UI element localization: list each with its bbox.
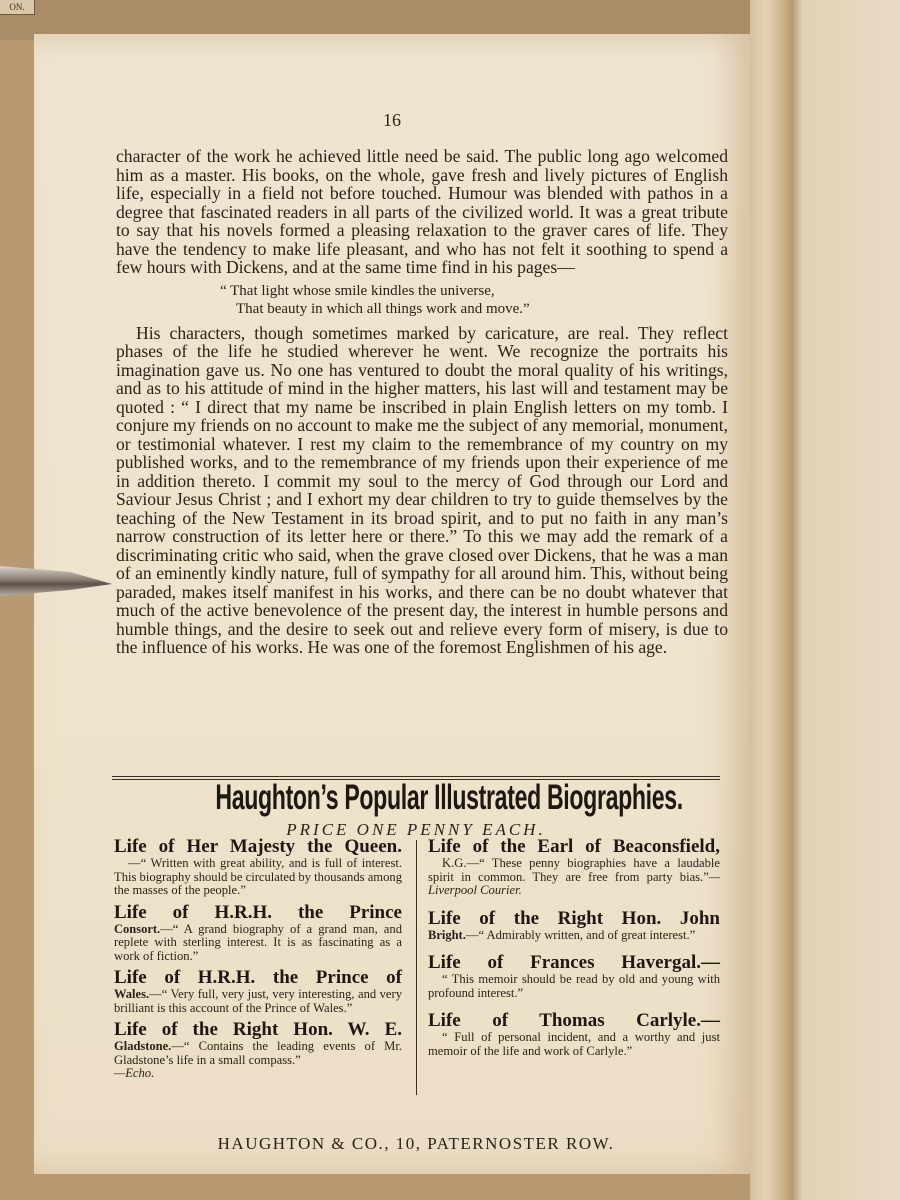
listing-title: Life of Thomas Carlyle.— bbox=[428, 1010, 720, 1031]
listing-source: —Liverpool Courier. bbox=[428, 869, 720, 897]
listing-description: Gladstone.—“ Contains the leading events of Mr. Gladstone’s life in a small compass.” —Echo. bbox=[114, 1039, 402, 1080]
verse-quote bbox=[116, 282, 728, 318]
listing-entry bbox=[428, 1010, 720, 1058]
quote-line-2: That beauty in which all things work and move.” bbox=[236, 300, 530, 317]
listing-description: “ Full of personal incident, and a worthy and just memoir of the life and work of Carlyle.” bbox=[428, 1030, 720, 1058]
metal-pointer-icon bbox=[0, 560, 112, 600]
paragraph-2: His characters, though sometimes marked by caricature, are real. They reflect phases of the life he studied wherever he went. We recognize the portraits his imagination gave us. No one has ventured to doubt the moral quality of his writings, and as to his attitude of mind in the higher matters, his last will and testament may be quoted : “ I direct that my name be inscribed in plain English letters on my tomb. I conjure my friends on no account to make me the subject of any memorial, monument, or testimonial whatever. I rest my claim to the remembrance of my country on my published works, and to the remembrance of my friends upon their experience of me in addition thereto. I commit my soul to the mercy of God through our Lord and Saviour Jesus Christ ; and I exhort my dear children to try to guide themselves by the teaching of the New Testament in its broad spirit, and to put no faith in any man’s narrow construction of its letter here or there.” To this we may add the remark of a discriminating critic who said, when the grave closed over Dickens, that he was a man of an eminently kindly nature, full of sympathy for all around him. This, without being paraded, makes itself manifest in his works, and there can be no doubt whatever that much of the active benevolence of the present day, the interest in humble persons and humble things, and the desire to seek out and relieve every form of misery, is due to the influence of his works. He was one of the foremost Englishmen of his age. bbox=[116, 322, 728, 657]
advert-subtitle: PRICE ONE PENNY EACH. bbox=[286, 820, 546, 839]
paragraph-1: character of the work he achieved little need be said. The public long ago welcomed him as a master. His books, on the whole, gave fresh and lively pictures of English life, especially in a field not before touched. Humour was blended with pathos in a degree that fascinated readers in all parts of the civilized world. It was a great tribute to say that his novels formed a pleasing relaxation to the graver cares of life. They have the tendency to make life pleasant, and who has not felt it soothing to spend a few hours with Dickens, and at the same time find in his pages— bbox=[116, 146, 728, 277]
listing-entry bbox=[114, 902, 402, 964]
listing-title: Life of H.R.H. the Prince of bbox=[114, 967, 402, 988]
listing-description: Bright.—“ Admirably written, and of great interest.” bbox=[428, 927, 696, 942]
divider-rule bbox=[112, 776, 720, 777]
book-page bbox=[34, 34, 750, 1174]
advert-listings bbox=[114, 836, 724, 1106]
listing-entry bbox=[114, 967, 402, 1015]
column-divider bbox=[416, 840, 417, 1095]
listing-description: K.G.—“ These penny biographies have a laudable spirit in common. They are free from party bias.”—Liverpool Courier. bbox=[428, 856, 720, 897]
corner-label: ON. bbox=[0, 0, 35, 15]
advert-column-right bbox=[428, 836, 720, 1062]
quote-line-1: “ That light whose smile kindles the universe, bbox=[220, 282, 495, 299]
listing-title: Life of the Right Hon. John bbox=[428, 907, 720, 929]
listing-title: Life of H.R.H. the Prince bbox=[114, 901, 402, 923]
listing-title: Life of Frances Havergal.— bbox=[428, 952, 720, 973]
body-text bbox=[116, 147, 728, 657]
advert-column-left bbox=[114, 836, 402, 1085]
listing-entry bbox=[428, 952, 720, 1000]
listing-title: Life of the Earl of Beaconsfield, bbox=[428, 836, 720, 857]
advert-footer: HAUGHTON & CO., 10, PATERNOSTER ROW. bbox=[217, 1134, 615, 1153]
listing-entry bbox=[428, 836, 720, 898]
listing-description: —“ Written with great ability, and is full of interest. This biography should be circulated by thousands among the masses of the people.” bbox=[114, 856, 402, 897]
listing-title: Life of Her Majesty the Queen. bbox=[114, 836, 402, 857]
listing-entry bbox=[114, 1019, 402, 1081]
book-edge bbox=[750, 0, 900, 1200]
advert-title: Haughton’s Popular Illustrated Biographies. bbox=[215, 778, 683, 817]
listing-title: Life of the Right Hon. W. E. bbox=[114, 1019, 402, 1040]
listing-description: “ This memoir should be read by old and young with profound interest.” bbox=[428, 972, 720, 1000]
listing-description: Wales.—“ Very full, very just, very interesting, and very brilliant is this account of the Prince of Wales.” bbox=[114, 987, 402, 1015]
listing-description: Consort.—“ A grand biography of a grand man, and replete with sterling interest. It is as fascinating as a work of fiction.” bbox=[114, 921, 402, 963]
page-number: 16 bbox=[383, 110, 401, 130]
listing-source: —Echo. bbox=[114, 1066, 155, 1080]
listing-entry bbox=[428, 908, 720, 943]
listing-entry bbox=[114, 836, 402, 898]
